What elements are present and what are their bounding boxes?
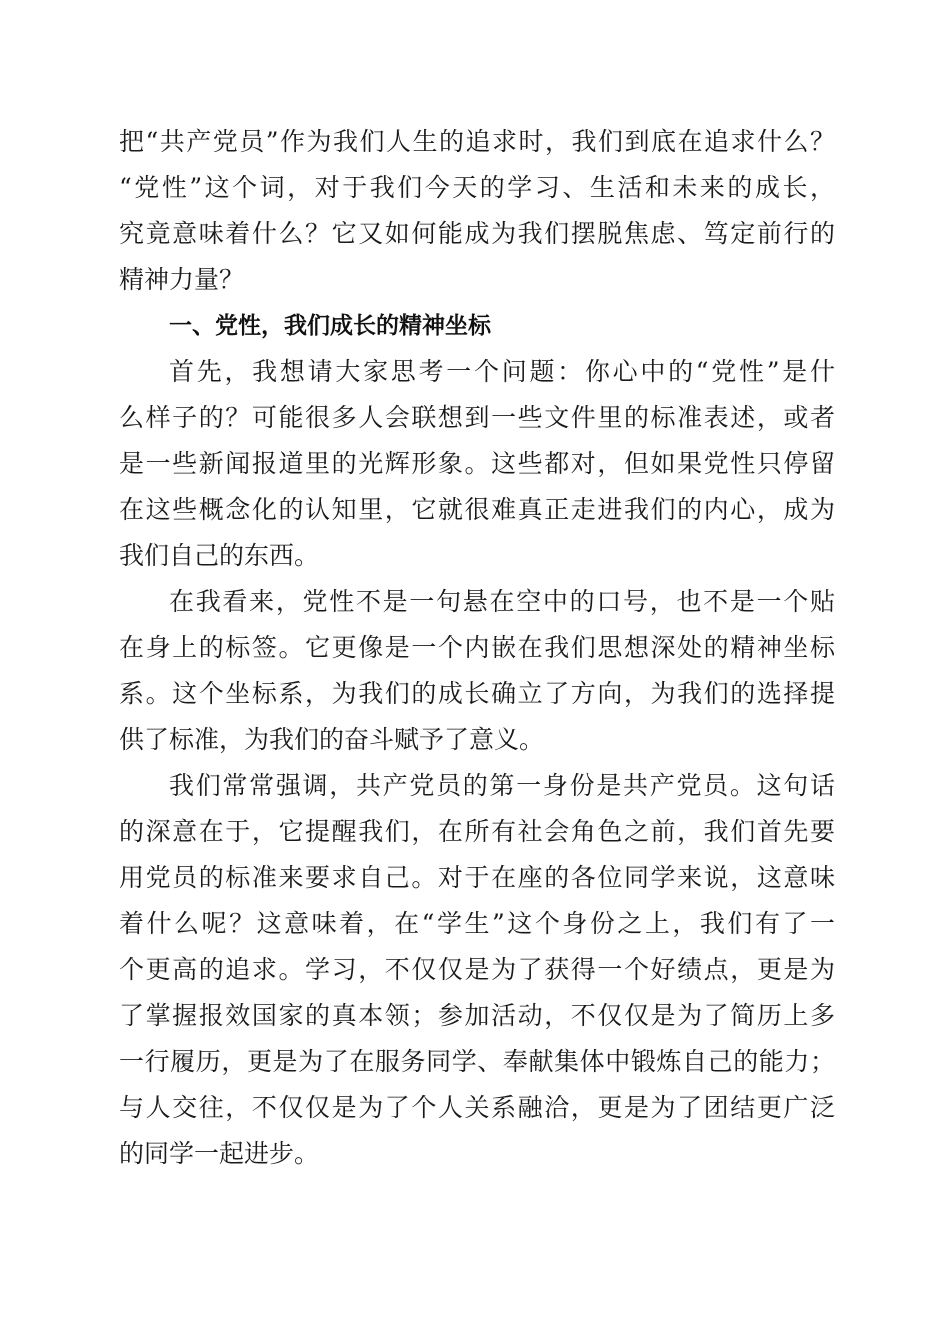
paragraph-line: 在这些概念化的认知里，它就很难真正走进我们的内心，成为 (119, 495, 835, 524)
paragraph-line: 了掌握报效国家的真本领；参加活动，不仅仅是为了简历上多 (119, 1001, 835, 1030)
paragraph-line: 与人交往，不仅仅是为了个人关系融洽，更是为了团结更广泛 (119, 1093, 835, 1122)
paragraph-line: 的深意在于，它提醒我们，在所有社会角色之前，我们首先要 (119, 817, 835, 846)
paragraph-line: 在身上的标签。它更像是一个内嵌在我们思想深处的精神坐标 (119, 633, 835, 662)
paragraph-line: 么样子的？可能很多人会联想到一些文件里的标准表述，或者 (119, 403, 835, 432)
paragraph-1 (119, 349, 835, 579)
paragraph-line: 我们自己的东西。 (119, 541, 320, 570)
paragraph-line: 供了标准，为我们的奋斗赋予了意义。 (119, 725, 545, 754)
paragraph-line: 首先，我想请大家思考一个问题：你心中的“党性”是什 (169, 357, 835, 386)
paragraph-line: “党性”这个词，对于我们今天的学习、生活和未来的成长， (119, 173, 835, 202)
paragraph-line: 我们常常强调，共产党员的第一身份是共产党员。这句话 (169, 771, 835, 800)
paragraph-line: 的同学一起进步。 (119, 1139, 320, 1168)
paragraph-line: 在我看来，党性不是一句悬在空中的口号，也不是一个贴 (169, 587, 835, 616)
paragraph-line: 把“共产党员”作为我们人生的追求时，我们到底在追求什么？ (119, 127, 835, 156)
paragraph-line: 着什么呢？这意味着，在“学生”这个身份之上，我们有了一 (119, 909, 835, 938)
paragraph-2 (119, 579, 835, 763)
intro-paragraph (119, 119, 835, 303)
paragraph-line: 一行履历，更是为了在服务同学、奉献集体中锻炼自己的能力； (119, 1047, 835, 1076)
paragraph-3 (119, 763, 835, 1177)
paragraph-line: 系。这个坐标系，为我们的成长确立了方向，为我们的选择提 (119, 679, 835, 708)
paragraph-line: 用党员的标准来要求自己。对于在座的各位同学来说，这意味 (119, 863, 835, 892)
paragraph-line: 究竟意味着什么？它又如何能成为我们摆脱焦虑、笃定前行的 (119, 219, 835, 248)
paragraph-line: 个更高的追求。学习，不仅仅是为了获得一个好绩点，更是为 (119, 955, 835, 984)
paragraph-line: 精神力量？ (119, 265, 245, 294)
section-heading: 一、党性，我们成长的精神坐标 (169, 313, 491, 339)
document-body (119, 119, 835, 1177)
paragraph-line: 是一些新闻报道里的光辉形象。这些都对，但如果党性只停留 (119, 449, 835, 478)
